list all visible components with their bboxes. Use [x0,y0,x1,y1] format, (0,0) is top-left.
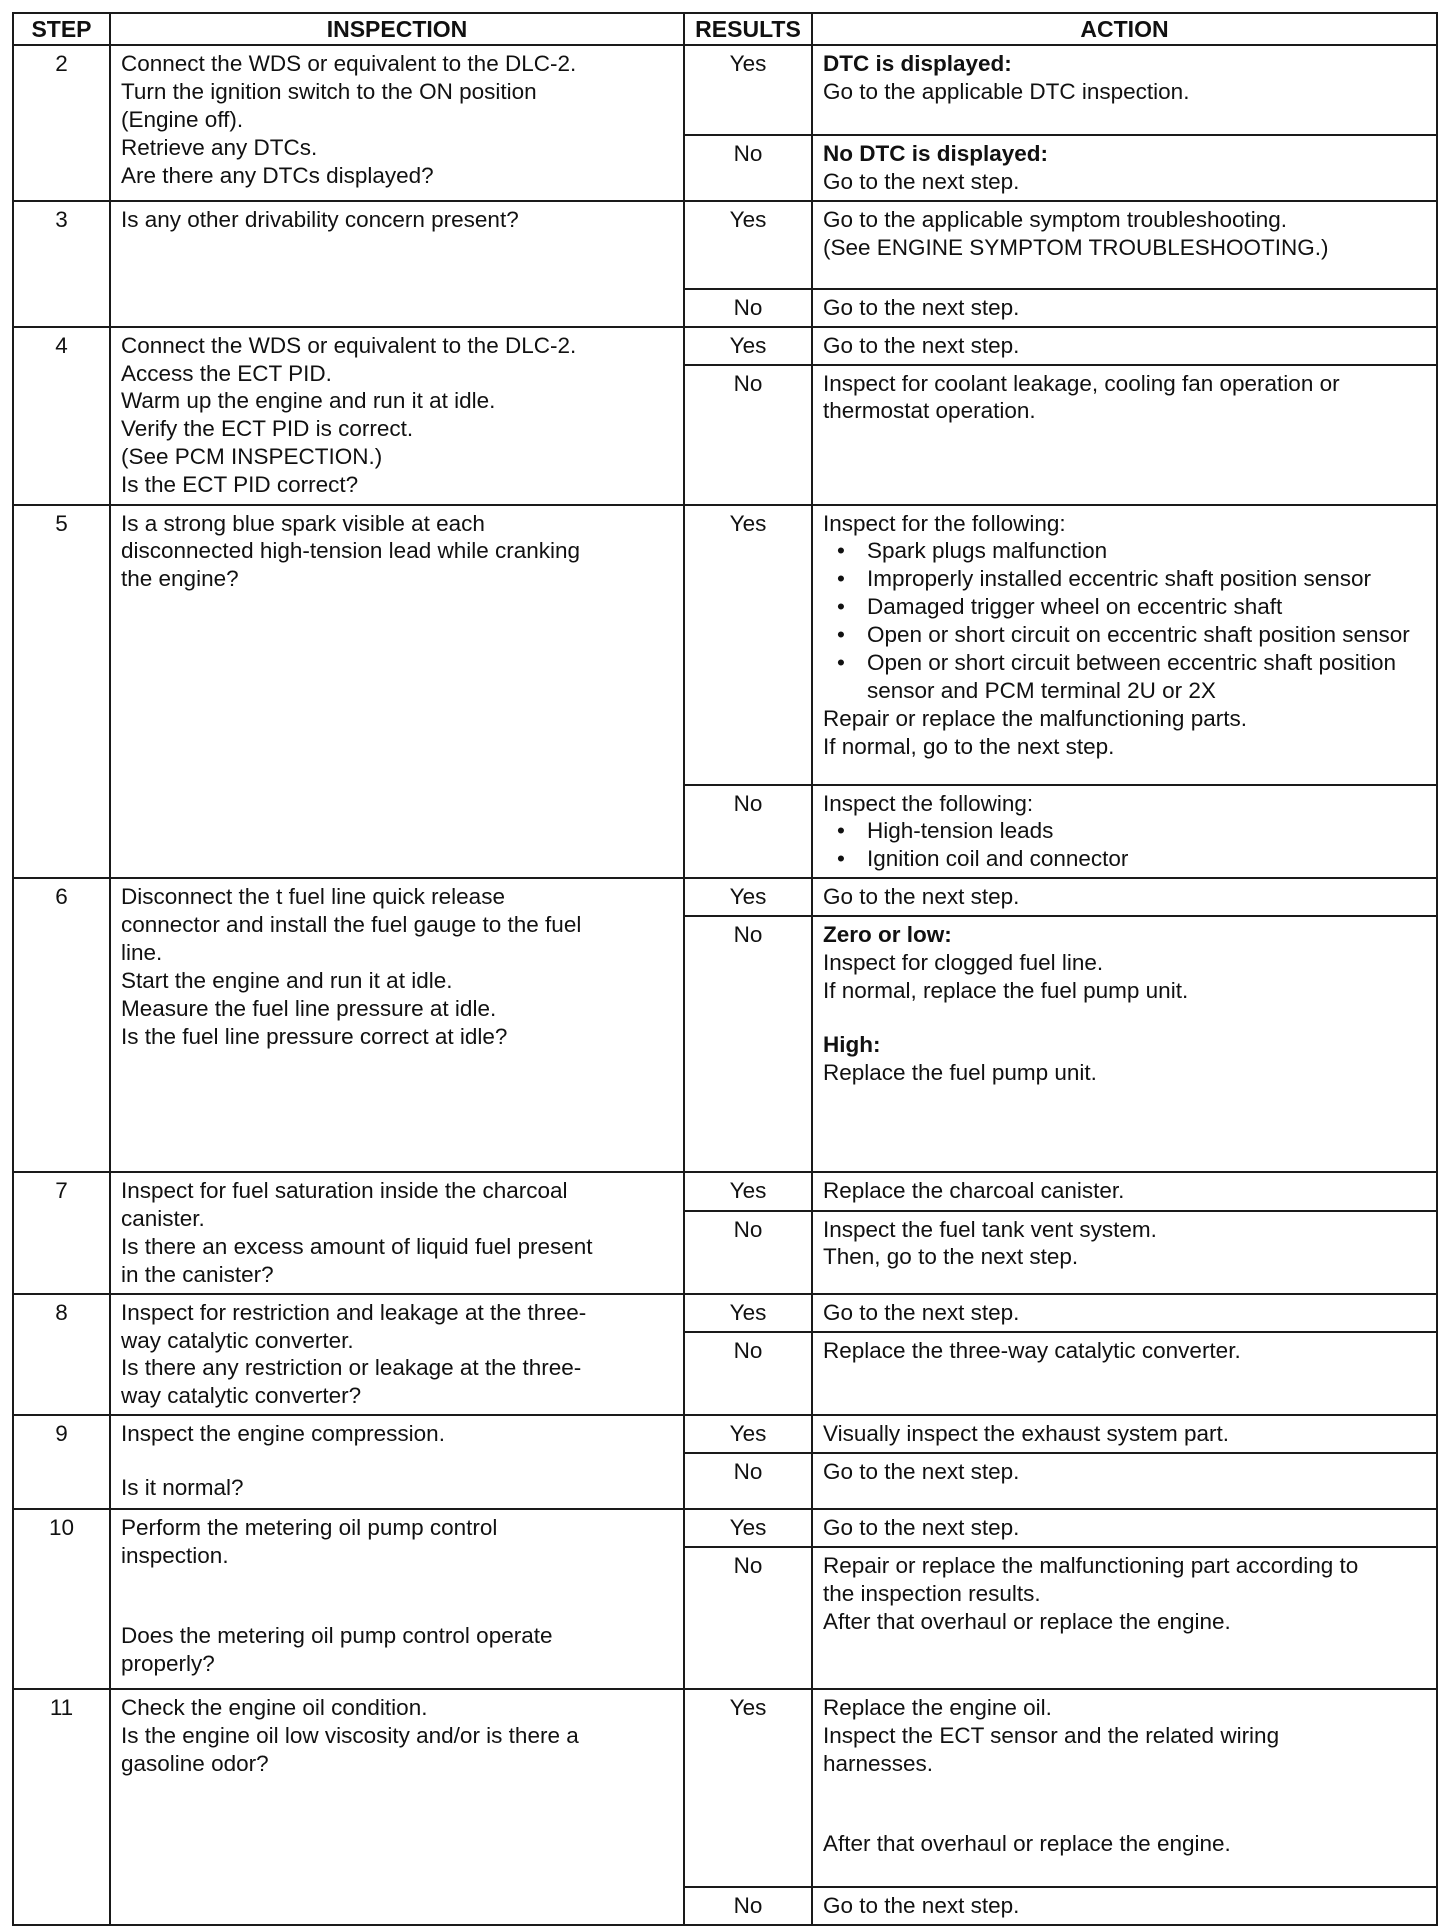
inspection-cell [110,505,684,879]
list-item: • Open or short circuit on eccentric shaft position sensor [867,621,1426,649]
result-no: No [684,1211,812,1294]
cause-list [823,537,1426,704]
inspection-cell [110,1415,684,1509]
action-no [812,785,1437,879]
list-item: • High-tension leads [867,817,1426,845]
inspection-line: Is the engine oil low viscosity and/or is there a [121,1722,579,1748]
action-line: Repair or replace the malfunctioning part according to [823,1553,1359,1579]
action-yes [812,1689,1437,1887]
inspection-line: Connect the WDS or equivalent to the DLC-2. [121,332,577,358]
step-number: 2 [13,45,110,201]
inspection-line: Disconnect the t fuel line quick release [121,884,505,910]
result-no: No [684,916,812,1172]
step-5-yes-row [13,505,1437,785]
inspection-cell [110,1172,684,1294]
action-line: Repair or replace the malfunctioning parts. [823,705,1247,731]
inspection-line: Access the ECT PID. [121,360,332,386]
result-no: No [684,1547,812,1689]
action-line: Go to the applicable symptom troubleshooting. [823,206,1288,232]
action-line: After that overhaul or replace the engine. [823,1830,1231,1856]
action-line: Replace the three-way catalytic converter. [823,1338,1241,1364]
step-number: 9 [13,1415,110,1509]
action-line: If normal, go to the next step. [823,733,1115,759]
result-yes: Yes [684,1172,812,1210]
step-9-yes-row [13,1415,1437,1453]
action-line: Inspect for coolant leakage, cooling fan operation or [823,370,1340,396]
troubleshooting-table [12,12,1438,1926]
action-yes [812,505,1437,785]
result-yes: Yes [684,45,812,135]
inspection-line: Perform the metering oil pump control [121,1515,498,1541]
inspection-line: (Engine off). [121,106,244,132]
step-3-yes-row [13,201,1437,289]
inspection-line: Is any other drivability concern present? [121,206,519,232]
result-yes: Yes [684,1415,812,1453]
action-yes [812,1415,1437,1453]
inspection-line: properly? [121,1650,215,1676]
inspection-line: the engine? [121,566,239,592]
inspection-line: line. [121,940,163,966]
result-yes: Yes [684,878,812,916]
inspection-line: way catalytic converter. [121,1327,354,1353]
step-number: 7 [13,1172,110,1294]
step-number: 4 [13,327,110,505]
inspection-line: canister. [121,1206,205,1232]
action-line: Go to the next step. [823,332,1020,358]
action-line: Inspect for clogged fuel line. [823,950,1104,976]
list-item: • Ignition coil and connector [867,845,1426,873]
step-7-yes-row [13,1172,1437,1210]
result-yes: Yes [684,1509,812,1547]
inspection-cell [110,201,684,327]
inspection-cell [110,878,684,1172]
step-10-yes-row [13,1509,1437,1547]
inspection-line: Inspect for fuel saturation inside the charcoal [121,1178,568,1204]
step-11-yes-row [13,1689,1437,1887]
inspection-cell [110,1294,684,1416]
action-line: Visually inspect the exhaust system part. [823,1421,1230,1447]
inspection-line: Does the metering oil pump control operate [121,1622,553,1648]
action-no [812,1547,1437,1689]
inspection-line: Is there any restriction or leakage at the three- [121,1355,582,1381]
list-item: • Damaged trigger wheel on eccentric shaft [867,593,1426,621]
result-yes: Yes [684,1294,812,1332]
action-line: Inspect the fuel tank vent system. [823,1216,1157,1242]
action-yes [812,201,1437,289]
action-line: Replace the charcoal canister. [823,1178,1125,1204]
action-line: Go to the next step. [823,294,1020,320]
step-number: 8 [13,1294,110,1416]
action-heading: High: [823,1031,881,1057]
result-yes: Yes [684,327,812,365]
action-yes [812,1509,1437,1547]
action-heading: DTC is displayed: [823,51,1012,76]
action-line: the inspection results. [823,1580,1041,1606]
header-step: STEP [13,13,110,45]
inspection-line: Is there an excess amount of liquid fuel present [121,1233,593,1259]
result-no: No [684,365,812,505]
list-item: • Spark plugs malfunction [867,537,1426,565]
inspection-line: Is it normal? [121,1475,244,1501]
result-no: No [684,1453,812,1509]
action-no [812,916,1437,1172]
step-2-yes-row [13,45,1437,135]
inspection-line: Warm up the engine and run it at idle. [121,388,496,414]
action-heading: No DTC is displayed: [823,141,1049,166]
action-no [812,1211,1437,1294]
step-number: 10 [13,1509,110,1689]
action-line: Replace the fuel pump unit. [823,1059,1097,1085]
action-no [812,365,1437,505]
inspection-cell [110,1689,684,1925]
action-line: After that overhaul or replace the engine. [823,1608,1231,1634]
action-line: Then, go to the next step. [823,1244,1079,1270]
step-8-yes-row [13,1294,1437,1332]
result-no: No [684,135,812,201]
inspection-cell [110,1509,684,1689]
inspection-line: Is the fuel line pressure correct at idle? [121,1023,508,1049]
action-line: Go to the next step. [823,1893,1020,1919]
inspection-line: Start the engine and run it at idle. [121,967,453,993]
header-action: ACTION [812,13,1437,45]
action-line: Go to the applicable DTC inspection. [823,78,1190,104]
list-item: • Open or short circuit between eccentric shaft position sensor and PCM terminal 2U or 2X [867,649,1426,705]
action-line: harnesses. [823,1750,934,1776]
inspection-line: Connect the WDS or equivalent to the DLC-2. [121,51,577,76]
step-number: 5 [13,505,110,879]
inspection-line: (See PCM INSPECTION.) [121,444,383,470]
inspection-cell [110,327,684,505]
inspection-line: Inspect the engine compression. [121,1421,445,1447]
inspection-line: Check the engine oil condition. [121,1695,428,1721]
result-yes: Yes [684,201,812,289]
action-no [812,1453,1437,1509]
action-line: Go to the next step. [823,884,1020,910]
action-line: Go to the next step. [823,168,1020,194]
step-4-yes-row [13,327,1437,365]
action-yes [812,878,1437,916]
action-no [812,135,1437,201]
inspection-line: gasoline odor? [121,1750,269,1776]
action-yes [812,45,1437,135]
action-line: Replace the engine oil. [823,1695,1052,1721]
inspection-line: Are there any DTCs displayed? [121,162,434,188]
inspection-line: Turn the ignition switch to the ON position [121,78,537,104]
inspection-line: disconnected high-tension lead while cranking [121,538,581,564]
action-yes [812,1172,1437,1210]
action-no [812,289,1437,327]
action-intro: Inspect for the following: [823,510,1066,536]
action-line: Go to the next step. [823,1515,1020,1541]
inspection-line: Is the ECT PID correct? [121,472,359,498]
inspection-line: way catalytic converter? [121,1383,362,1409]
action-heading: Zero or low: [823,922,952,948]
inspection-line: Verify the ECT PID is correct. [121,416,414,442]
action-yes [812,1294,1437,1332]
result-no: No [684,289,812,327]
action-line: (See ENGINE SYMPTOM TROUBLESHOOTING.) [823,234,1329,260]
step-number: 3 [13,201,110,327]
result-no: No [684,1332,812,1415]
result-no: No [684,785,812,879]
action-yes [812,327,1437,365]
list-item: • Improperly installed eccentric shaft position sensor [867,565,1426,593]
action-intro: Inspect the following: [823,790,1034,816]
action-line: If normal, replace the fuel pump unit. [823,977,1189,1003]
header-inspection: INSPECTION [110,13,684,45]
step-number: 11 [13,1689,110,1925]
inspection-line: inspection. [121,1543,229,1569]
result-yes: Yes [684,505,812,785]
header-row [13,13,1437,45]
inspection-cell [110,45,684,201]
action-line: thermostat operation. [823,398,1036,424]
action-no [812,1887,1437,1925]
inspection-line: Inspect for restriction and leakage at the three- [121,1299,587,1325]
action-line: Go to the next step. [823,1459,1020,1485]
result-no: No [684,1887,812,1925]
check-list [823,817,1426,873]
inspection-line: Is a strong blue spark visible at each [121,510,485,536]
step-6-yes-row [13,878,1437,916]
result-yes: Yes [684,1689,812,1887]
inspection-line: Measure the fuel line pressure at idle. [121,995,497,1021]
action-line: Inspect the ECT sensor and the related wiring [823,1722,1280,1748]
action-no [812,1332,1437,1415]
inspection-line: connector and install the fuel gauge to the fuel [121,912,582,938]
inspection-line: Retrieve any DTCs. [121,134,318,160]
action-line: Go to the next step. [823,1299,1020,1325]
step-number: 6 [13,878,110,1172]
inspection-line: in the canister? [121,1261,274,1287]
header-results: RESULTS [684,13,812,45]
